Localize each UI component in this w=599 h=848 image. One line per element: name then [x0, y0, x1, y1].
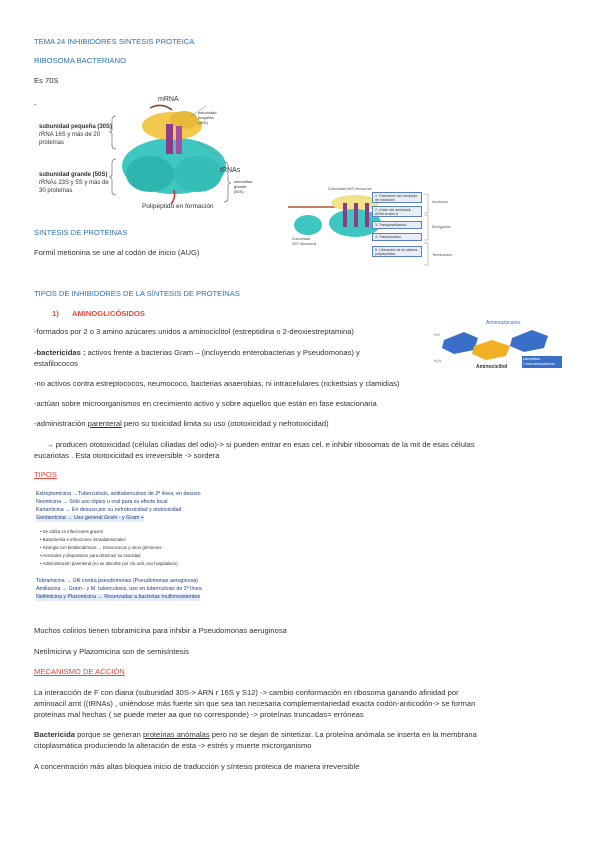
administracion-post: pero su toxicidad limita su uso (ototoxicidad y nefrotoxicidad) [121, 419, 329, 428]
svg-text:NH₂: NH₂ [546, 354, 554, 359]
administracion-pre: -administración [34, 419, 88, 428]
phase-iniciacion-label: Iniciación [432, 200, 448, 204]
trna-shape-2 [176, 126, 182, 154]
small-subunit-brace [109, 116, 116, 149]
bactericida-mid: porque se generan [74, 730, 143, 739]
mecanismo-line-1: La interacción de F con diana (subunidad 30S-> ARN r 16S y S12) -> cambio conformación en ribosoma ganando afinidad por [34, 688, 459, 697]
subheading-number: 1) [52, 309, 59, 318]
large-subunit-lobe [126, 156, 174, 192]
small-subunit-right-label-3: (30S) [198, 120, 208, 125]
paragraph-ototoxicidad-line2: eucariotas . Esta ototoxicidad es irreversible -> sordera [34, 451, 220, 460]
large-subunit-brace [109, 159, 116, 195]
sintesis-text: Formil metionina se une al codón de inicio (AUG) [34, 248, 200, 257]
large-subunit-right-label-2: grande [234, 184, 247, 189]
section-heading-tipos: TIPOS [34, 470, 57, 479]
paragraph-formados: -formados por 2 o 3 amino azúcares unidos a aminociclitol (estreptidina o 2-deoxiestreptamina) [34, 327, 354, 336]
tipo-line-gentamicina: Gentamicina → Uso general Gram - y Gram + [36, 515, 144, 521]
bactericida-paragraph [34, 730, 544, 741]
mecanismo-last-line: A concentración más altas bloquea inicio de traducción y síntesis proteica de manera irreversible [34, 762, 360, 771]
small-subunit-lobe [170, 111, 198, 129]
desoxiestreptamina-label: 2-desoxiestreptamina [523, 362, 555, 366]
dash-text: - [34, 100, 37, 109]
small-subunit-right-label-1: subunidad [198, 110, 217, 115]
tipo-line-neomicina: Neomicina → Sólo uso tópico u oral para su efecto local [36, 499, 168, 505]
gentamicina-bullet-3: • Sinergia con betalactámicos → Enterococos y otros gérmenes [40, 545, 162, 550]
svg-text:HO: HO [434, 332, 440, 337]
section-heading-tipos-inhibidores: TIPOS DE INHIBIDORES DE LA SÍNTESIS DE PROTEÍNAS [34, 289, 240, 298]
polypeptide-label: Polipéptido en formación [142, 203, 214, 210]
step-4-box: 4. Translocación [372, 233, 422, 241]
gentamicina-bullet-2: • Bacteriemia e infecciones intraabdominales [40, 537, 126, 542]
gentamicina-bullet-5: • Administración parenteral (no se absorbe por vía oral, uso hospitalario) [40, 561, 178, 566]
paragraph-administracion [34, 419, 544, 430]
bactericida-bold: Bactericida [34, 730, 75, 739]
administracion-underline: parenteral [87, 419, 122, 428]
mrna-label: mRNA [158, 96, 179, 103]
svg-text:H₂N: H₂N [434, 358, 442, 363]
es-70s-text: Es 70S [34, 76, 59, 85]
aminociclitol-label: Aminociclitol [476, 364, 508, 370]
section-heading-mecanismo: MECANISMO DE ACCIÓN [34, 667, 125, 676]
document-title: TEMA 24 INHIBIDORES SINTESIS PROTEICA [34, 37, 195, 46]
subunit-30s-label-1: Subunidad [292, 237, 311, 241]
large-subunit-right-label-3: (50S) [234, 189, 244, 194]
subunit-50s-label: Subunidad 50S ribosomal [328, 187, 372, 191]
section-heading-sintesis: SINTESIS DE PROTEINAS [34, 228, 128, 237]
trna-bar-2 [354, 203, 358, 227]
bactericidas-rest: activos frente a bacterias Gram – (incluyendo enterobacterias y Pseudomonas) y [85, 348, 360, 357]
mrna-strand [150, 105, 172, 110]
subheading-aminoglucosidos: AMINOGLICÓSIDOS [72, 309, 145, 318]
large-subunit-desc-2: 30 proteínas [39, 188, 73, 194]
trna-bar-1 [343, 203, 347, 227]
paragraph-actuan: -actúan sobre microorganismos en crecimiento activo y sobre aquellos que están en fase estacionaria [34, 399, 377, 408]
small-subunit-label: subunidad pequeña (30S) [39, 124, 113, 130]
synthesis-diagram [288, 185, 488, 270]
bactericida-rest: pero no se dejan de sintetizar. La proteína anómala se inserta en la membrana [209, 730, 477, 739]
large-subunit-desc-1: rRNAs 23S y 5S y más de [39, 180, 109, 186]
large-subunit-label: subunidad grande (50S) [39, 172, 108, 178]
tipos-image [34, 489, 244, 614]
bactericida-line-2: citoplasmática produciendo la alteración de esta -> estrés y muerte microrganismo [34, 741, 312, 750]
paragraph-bactericidas-line2: estafilococos [34, 359, 78, 368]
trnas-label: tRNAs [220, 167, 241, 174]
step-3-box: 3. Transpeptidación [372, 221, 422, 229]
gentamicina-bullet-1: • Se utiliza en infecciones graves [40, 529, 103, 534]
bactericida-underline: proteínas anómalas [142, 730, 210, 739]
small-subunit-desc-2: proteínas [39, 140, 65, 146]
ototoxicidad-line1: producen ototoxicidad (células ciliadas del odio)-> si pueden entrar en esas cel. e inhibir ribosomas de la mit de esas células [53, 440, 475, 449]
step-1-box: 1. Formación del complejo de iniciación [372, 192, 422, 203]
ribosome-figure [38, 94, 268, 216]
large-subunit-right-label-1: subunidad [234, 179, 253, 184]
paragraph-no-activos: -no activos contra estreptococos, neumococo, bacterias anaerobias, ni intracelulares (rickettsias y clamidias) [34, 379, 400, 388]
paragraph-bactericidas [34, 348, 544, 359]
tipo-line-netilmicina: Netilmicina y Plazomicina → Reservadas a bacterias multirresistentes [36, 594, 200, 600]
aminoazucares-label: Aminoazúcares [486, 320, 521, 326]
ribosome-illustration [38, 94, 268, 216]
section-heading-ribosoma: RIBOSOMA BACTERIANO [34, 56, 126, 65]
phase1-bracket [424, 194, 428, 213]
step-5-box: 5. Liberación de la cadena polipeptídica [372, 246, 422, 257]
tipo-line-estreptomicina: Estreptomicina →Tuberculosis, antituberculoso de 2ª línea, en desuso [36, 491, 201, 497]
small-subunit-desc-1: rRNA 16S y más de 20 [39, 132, 101, 138]
gentamicina-bullet-4: • Aerosoles y dispositivos para disminuir su toxicidad [40, 553, 141, 558]
paragraph-semisintesis: Netilmicina y Plazomicina son de semisíntesis [34, 647, 189, 656]
large-subunit-lobe-right [174, 156, 222, 192]
phase-terminacion-label: Terminación [432, 253, 453, 257]
trna-bar-3 [365, 203, 369, 227]
tipo-line-tobramicina: Tobramicina → Útil contra pseudomonas (Pseudomonas aeruginosa) [36, 578, 198, 584]
tipo-line-amikacina: Amikacina → Gram - y M. tuberculosis, uso en tuberculosis de 2ª línea [36, 586, 202, 592]
ototoxicidad-arrow: → [46, 440, 54, 449]
phase-elongacion-label: Elongación [432, 225, 451, 229]
paragraph-ototoxicidad [46, 440, 566, 451]
bactericidas-bold: -bactericidas : [34, 348, 86, 357]
estreptidina-label: estreptidina [523, 357, 541, 361]
trna-shape-1 [166, 124, 173, 154]
mecanismo-line-3: proteínas mal hechas ( se puede meter aa que no corresponde) -> proteínas truncadas= erróneas [34, 710, 364, 719]
phase2-bracket [424, 215, 428, 240]
subunit-30s-shape [294, 215, 322, 235]
mecanismo-line-2: aminoacil arnt ((tRNAs) , uniéndose más fuerte sin que sea tan necesaria complementariedad exacta codón-anticodón-> se forman [34, 699, 476, 708]
subunit-30s-label-2: 30S ribosomal [292, 242, 317, 246]
small-subunit-right-label-2: pequeña [198, 115, 214, 120]
step-2-box: 2. Unión del aminoacil-ARNt al sitio A [372, 206, 422, 217]
paragraph-colirios: Muchos colirios tienen tobramicina para inhibir a Pseudomonas aeruginosa [34, 626, 287, 635]
phase3-bracket [424, 243, 428, 265]
tipo-line-kanamicina: Kanamicina → En desuso por su nefrotoxicidad y ototoxicidad [36, 507, 182, 513]
